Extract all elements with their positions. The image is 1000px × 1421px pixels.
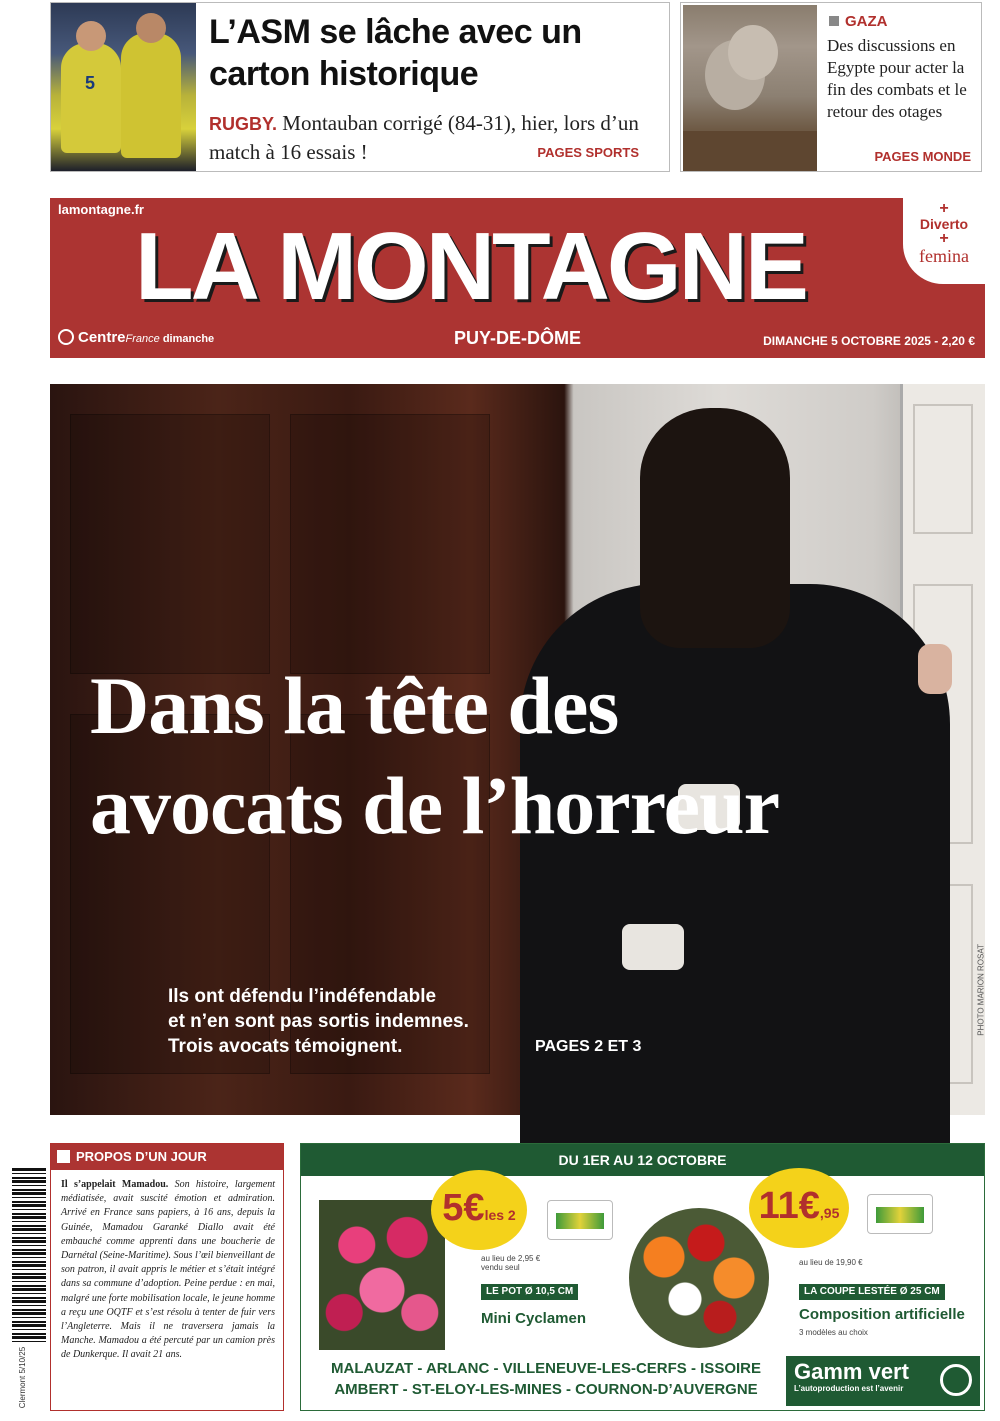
hero-subhead-line: Trois avocats témoignent. bbox=[168, 1036, 403, 1057]
plus-icon: + bbox=[939, 200, 949, 217]
group-name: Centre bbox=[78, 329, 126, 346]
rugby-photo bbox=[51, 3, 196, 171]
propos-body: Son histoire, largement médiatisée, avait suscité émotion et admiration. Arrivé en France sans papiers, à 16 ans, depuis la Guinée, Mamadou Garanké Diallo avait été embauché comme apprenti dans une boucherie de Darnétal (Seine-Maritime). Sous l’œil bienveillant de son patron, il avait appris le métier et s’était intégré dans sa commune d’adoption. Peine perdue : en mai, malgré une forte mobilisation locale, le jeune homme a reçu une OQTF et s’est résolu à tenter de fuir vers l’Angleterre. Mais il ne traversera jamais la Manche. Mamadou a été percuté par un camion près de Dunkerque. Il avait 21 ans. bbox=[61, 1179, 275, 1361]
product-tag-1: LE POT Ø 10,5 CM bbox=[481, 1284, 578, 1300]
hero-subhead bbox=[168, 984, 568, 1059]
gamm-vert-ad[interactable] bbox=[300, 1143, 985, 1411]
lawyer-hand bbox=[918, 644, 952, 694]
date-price: DIMANCHE 5 OCTOBRE 2025 - 2,20 € bbox=[763, 334, 975, 348]
gaza-photo bbox=[683, 5, 817, 171]
teaser-rugby[interactable] bbox=[50, 2, 670, 172]
gaza-kicker bbox=[829, 13, 888, 30]
composition-photo bbox=[629, 1208, 769, 1348]
hero-pages-link[interactable]: PAGES 2 ET 3 bbox=[535, 1038, 642, 1055]
price-2-sub: ,95 bbox=[819, 1205, 840, 1221]
rugby-pages-link[interactable]: PAGES SPORTS bbox=[537, 145, 639, 160]
loyalty-card-icon bbox=[867, 1194, 933, 1234]
gaza-kicker-label: GAZA bbox=[845, 13, 888, 30]
plus-icon: + bbox=[939, 230, 949, 247]
hero-headline[interactable]: Dans la tête des avocats de l’horreur bbox=[90, 660, 780, 851]
rugby-kicker: RUGBY. bbox=[209, 114, 278, 134]
hero-story[interactable] bbox=[50, 384, 985, 1115]
brand-tagline: L’autoproduction est l’avenir bbox=[794, 1384, 904, 1393]
gaza-summary[interactable]: Des discussions en Egypte pour acter la fin des combats et le retour des otages bbox=[827, 36, 967, 121]
site-url[interactable]: lamontagne.fr bbox=[58, 202, 144, 217]
product-tag-2: LA COUPE LESTÉE Ø 25 CM bbox=[799, 1284, 945, 1300]
gamm-vert-logo[interactable] bbox=[786, 1356, 980, 1406]
rugby-summary-text: Montauban corrigé (84-31), hier, lors d’un match à 16 essais ! bbox=[209, 111, 639, 164]
store-locations bbox=[321, 1358, 771, 1400]
teaser-gaza[interactable] bbox=[680, 2, 982, 172]
group-name-italic: France bbox=[125, 333, 160, 345]
propos-header bbox=[51, 1144, 283, 1170]
edition-label: PUY-DE-DÔME bbox=[453, 328, 581, 348]
barcode-bars bbox=[12, 1168, 46, 1343]
propos-column[interactable] bbox=[50, 1143, 284, 1411]
propos-text bbox=[51, 1170, 283, 1363]
price-badge-2 bbox=[749, 1168, 849, 1248]
price-1-sub: les 2 bbox=[484, 1207, 516, 1223]
store-locations-line: MALAUZAT - ARLANC - VILLENEUVE-LES-CERFS - ISSOIRE bbox=[331, 1360, 761, 1377]
square-icon bbox=[57, 1150, 70, 1163]
price-2: 11€ bbox=[758, 1185, 820, 1227]
cyclamen-photo bbox=[319, 1200, 445, 1350]
barcode-code: Clermont 5/10/25 bbox=[18, 1346, 28, 1409]
price-badge-1 bbox=[431, 1170, 527, 1250]
propos-lead: Il s’appelait Mamadou. bbox=[61, 1179, 169, 1190]
product-name-2[interactable]: Composition artificielle bbox=[799, 1306, 965, 1323]
propos-header-label: PROPOS D’UN JOUR bbox=[76, 1149, 207, 1164]
brand-name: Gamm vert bbox=[794, 1359, 909, 1384]
masthead bbox=[50, 198, 985, 358]
lawyer-hair bbox=[640, 408, 790, 648]
hero-subhead-line: et n’en sont pas sortis indemnes. bbox=[168, 1011, 469, 1032]
rugby-headline[interactable]: L’ASM se lâche avec un carton historique bbox=[209, 13, 582, 93]
newspaper-title: LA MONTAGNE bbox=[135, 213, 806, 320]
square-icon bbox=[829, 16, 839, 26]
supplements-badge[interactable] bbox=[903, 198, 985, 284]
group-day: dimanche bbox=[159, 333, 215, 345]
store-locations-line: AMBERT - ST-ELOY-LES-MINES - COURNON-D’AUVERGNE bbox=[334, 1381, 758, 1398]
loyalty-card-icon bbox=[547, 1200, 613, 1240]
photo-credit: PHOTO MARION ROSAT bbox=[977, 944, 986, 1036]
was-price-1: au lieu de 2,95 € vendu seul bbox=[481, 1254, 541, 1272]
price-1: 5€ bbox=[442, 1187, 485, 1229]
product-note-2: 3 modèles au choix bbox=[799, 1328, 868, 1337]
supplement-diverto: Diverto bbox=[919, 216, 969, 232]
hero-subhead-line: Ils ont défendu l’indéfendable bbox=[168, 986, 437, 1007]
was-price-2: au lieu de 19,90 € bbox=[799, 1258, 863, 1267]
gamm-vert-emblem-icon bbox=[940, 1364, 972, 1396]
product-name-1[interactable]: Mini Cyclamen bbox=[481, 1310, 587, 1327]
gaza-pages-link[interactable]: PAGES MONDE bbox=[874, 149, 971, 164]
jersey-number: 5 bbox=[85, 73, 96, 93]
barcode bbox=[12, 1168, 46, 1413]
robe-trim bbox=[622, 924, 684, 970]
supplement-femina: femina bbox=[919, 246, 969, 266]
ad-banner: DU 1ER AU 12 OCTOBRE bbox=[301, 1144, 984, 1176]
